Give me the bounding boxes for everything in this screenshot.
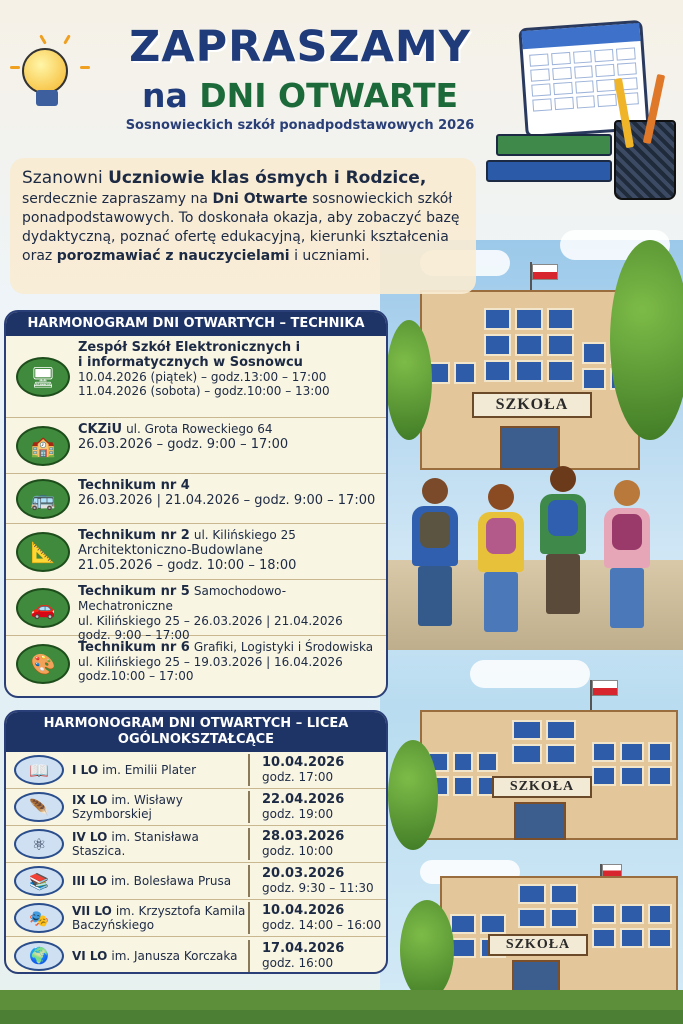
schedule-line: 11.04.2026 (sobota) – godz.10:00 – 13:00 xyxy=(78,384,330,398)
intro-bold-1: Dni Otwarte xyxy=(212,191,308,207)
schedule-line: godz.10:00 – 17:00 xyxy=(78,669,194,683)
schedule-line: 10.04.2026 (piątek) – godz.13:00 – 17:00 xyxy=(78,370,327,384)
subtitle: Sosnowieckich szkół ponadpodstawowych 2026 xyxy=(125,118,475,133)
school-sign: SZKOŁA xyxy=(488,934,588,956)
technika-row xyxy=(6,474,386,524)
computer-icon: 🖥 xyxy=(16,357,70,397)
school-name xyxy=(78,640,380,655)
technika-row xyxy=(6,524,386,580)
globe-icon: 🌍 xyxy=(14,941,64,971)
divider xyxy=(248,791,250,823)
architecture-icon: 📐 xyxy=(16,532,70,572)
books-stack-icon: 📚 xyxy=(14,866,64,896)
liceum-name xyxy=(72,904,248,932)
graphics-icon: 🎨 xyxy=(16,644,70,684)
light-ray xyxy=(39,34,47,44)
liceum-schedule xyxy=(262,867,374,895)
liceum-time: godz. 19:00 xyxy=(262,807,334,821)
school-name-text: Technikum nr 6 xyxy=(78,640,190,655)
atom-icon: ⚛ xyxy=(14,829,64,859)
liceum-row xyxy=(6,900,386,937)
tree xyxy=(388,740,438,850)
licea-panel xyxy=(4,710,388,974)
liceum-number: III LO xyxy=(72,874,107,888)
liceum-number: IV LO xyxy=(72,830,108,844)
school-name-text: Technikum nr 4 xyxy=(78,478,190,493)
school-address: Samochodowo-Mechatroniczne xyxy=(78,584,287,613)
liceum-patron: im. Janusza Korczaka xyxy=(111,948,238,963)
school-name-text: Technikum nr 2 xyxy=(78,528,190,543)
tree xyxy=(386,320,432,440)
school-name xyxy=(78,584,380,614)
tree xyxy=(400,900,454,1000)
school-sign: SZKOŁA xyxy=(492,776,592,798)
window-grid xyxy=(428,362,476,384)
school-building-icon: 🏫 xyxy=(16,426,70,466)
student-figure xyxy=(604,480,650,628)
window-grid xyxy=(592,742,672,786)
schedule-line: ul. Kilińskiego 25 – 19.03.2026 | 16.04.2026 xyxy=(78,655,343,669)
liceum-name xyxy=(72,763,248,777)
technika-row xyxy=(6,636,386,692)
polish-flag-icon xyxy=(592,680,618,696)
liceum-name xyxy=(72,949,248,963)
school-name xyxy=(78,528,380,543)
liceum-name xyxy=(72,830,248,858)
school-name xyxy=(78,340,380,355)
window-grid xyxy=(518,884,578,928)
student-figure xyxy=(478,484,524,632)
licea-heading xyxy=(6,712,386,752)
divider xyxy=(248,865,250,897)
liceum-patron: im. Krzysztofa Kamila Baczyńskiego xyxy=(72,904,246,932)
liceum-number: VI LO xyxy=(72,948,108,963)
divider xyxy=(248,828,250,860)
liceum-schedule xyxy=(262,793,344,821)
school-address: ul. Kilińskiego 25 xyxy=(193,528,296,542)
school-name-line2: Architektoniczno-Budowlane xyxy=(78,543,263,558)
schedule-line: ul. Kilińskiego 25 – 26.03.2026 | 21.04.2026 xyxy=(78,614,343,628)
light-ray xyxy=(80,66,90,69)
liceum-schedule xyxy=(262,830,344,858)
liceum-time: godz. 9:30 – 11:30 xyxy=(262,881,374,895)
liceum-row xyxy=(6,826,386,863)
liceum-date: 10.04.2026 xyxy=(262,903,345,918)
liceum-row xyxy=(6,789,386,826)
school-building-top xyxy=(420,290,640,470)
divider xyxy=(248,940,250,972)
intro-body xyxy=(22,190,464,266)
school-name-text: Zespół Szkół Elektronicznych i xyxy=(78,340,301,355)
schedule-line: 26.03.2026 | 21.04.2026 – godz. 9:00 – 17:00 xyxy=(78,493,376,508)
intro-text-2: sosnowieckich szkół ponadpodstawowych. To doskonała okazja, aby zobaczyć bazę dydaktyczną, poznać ofertę edukacyjną, kierunki kształcenia oraz xyxy=(22,191,460,264)
schedule-line: 21.05.2026 – godz. 10:00 – 18:00 xyxy=(78,558,297,573)
licea-heading-line2: OGÓLNOKSZTAŁCĄCE xyxy=(117,732,275,747)
greeting-prefix: Szanowni xyxy=(22,168,103,188)
title-zapraszamy: ZAPRASZAMY xyxy=(129,22,471,72)
liceum-date: 17.04.2026 xyxy=(262,940,345,956)
bus-icon: 🚌 xyxy=(16,479,70,519)
intro-box xyxy=(10,158,476,294)
liceum-time: godz. 17:00 xyxy=(262,770,334,784)
liceum-patron: im. Emilii Plater xyxy=(102,763,197,777)
liceum-patron: im. Bolesława Prusa xyxy=(111,874,232,888)
divider xyxy=(248,902,250,934)
liceum-name xyxy=(72,793,248,821)
technika-row xyxy=(6,336,386,418)
liceum-time: godz. 14:00 – 16:00 xyxy=(262,918,382,932)
school-building-bottom xyxy=(440,876,678,1000)
books-icon xyxy=(486,128,616,198)
technika-row xyxy=(6,580,386,642)
title-dni-otwarte xyxy=(100,76,500,115)
theatre-masks-icon: 🎭 xyxy=(14,903,64,933)
door xyxy=(514,802,566,840)
school-name xyxy=(78,478,380,493)
liceum-patron: im. Stanisława Staszica. xyxy=(72,830,199,858)
schedule-line: godz. 9:00 – 17:00 xyxy=(78,628,190,642)
cloud xyxy=(470,660,590,688)
liceum-number: IX LO xyxy=(72,793,108,807)
tree xyxy=(610,240,683,440)
technika-panel xyxy=(4,310,388,698)
car-icon: 🚗 xyxy=(16,588,70,628)
liceum-date: 20.03.2026 xyxy=(262,866,345,881)
window-grid xyxy=(512,720,576,764)
door xyxy=(500,426,560,470)
liceum-time: godz. 16:00 xyxy=(262,955,334,970)
light-ray xyxy=(63,34,71,44)
liceum-schedule xyxy=(262,904,381,932)
liceum-name xyxy=(72,874,248,888)
technika-list xyxy=(6,336,386,692)
intro-greeting xyxy=(22,168,464,188)
divider xyxy=(248,754,250,786)
school-name-line2: i informatycznych w Sosnowcu xyxy=(78,355,303,370)
liceum-patron: im. Wisławy Szymborskiej xyxy=(72,793,183,821)
title-prefix: na xyxy=(141,76,188,115)
liceum-row xyxy=(6,937,386,974)
liceum-number: VII LO xyxy=(72,904,112,918)
polish-flag-icon xyxy=(532,264,558,280)
lightbulb-icon xyxy=(22,48,72,108)
school-name-text: Technikum nr 5 xyxy=(78,584,190,599)
intro-text-3: i uczniami. xyxy=(294,248,370,264)
licea-list xyxy=(6,752,386,974)
student-figure xyxy=(412,478,458,626)
window-grid xyxy=(592,904,672,948)
liceum-date: 28.03.2026 xyxy=(262,829,345,844)
school-name-text: CKZiU xyxy=(78,422,123,437)
school-building-middle xyxy=(420,710,678,840)
liceum-schedule xyxy=(262,756,344,784)
school-address: Grafiki, Logistyki i Środowiska xyxy=(193,640,374,654)
student-figure xyxy=(540,466,586,614)
technika-row xyxy=(6,418,386,474)
liceum-row xyxy=(6,863,386,900)
liceum-schedule xyxy=(262,942,344,970)
quill-icon: 🪶 xyxy=(14,792,64,822)
technika-heading: HARMONOGRAM DNI OTWARTYCH – TECHNIKA xyxy=(6,312,386,336)
schedule-line: 26.03.2026 – godz. 9:00 – 17:00 xyxy=(78,437,289,452)
window-grid xyxy=(484,308,574,382)
liceum-date: 22.04.2026 xyxy=(262,792,345,807)
light-ray xyxy=(10,66,20,69)
licea-heading-line1: HARMONOGRAM DNI OTWARTYCH – LICEA xyxy=(43,716,349,731)
liceum-date: 10.04.2026 xyxy=(262,755,345,770)
window-grid xyxy=(428,752,498,796)
title-main: DNI OTWARTE xyxy=(199,76,459,115)
school-sign: SZKOŁA xyxy=(472,392,592,418)
greeting-bold: Uczniowie klas ósmych i Rodzice, xyxy=(108,168,427,188)
liceum-number: I LO xyxy=(72,763,99,777)
school-name xyxy=(78,422,380,437)
bottom-strip xyxy=(0,1010,683,1024)
intro-text-1: serdecznie zapraszamy na xyxy=(22,191,208,207)
book-icon: 📖 xyxy=(14,755,64,785)
school-address: ul. Grota Roweckiego 64 xyxy=(126,422,273,436)
intro-bold-2: porozmawiać z nauczycielami xyxy=(56,248,290,264)
liceum-row xyxy=(6,752,386,789)
liceum-time: godz. 10:00 xyxy=(262,844,334,858)
